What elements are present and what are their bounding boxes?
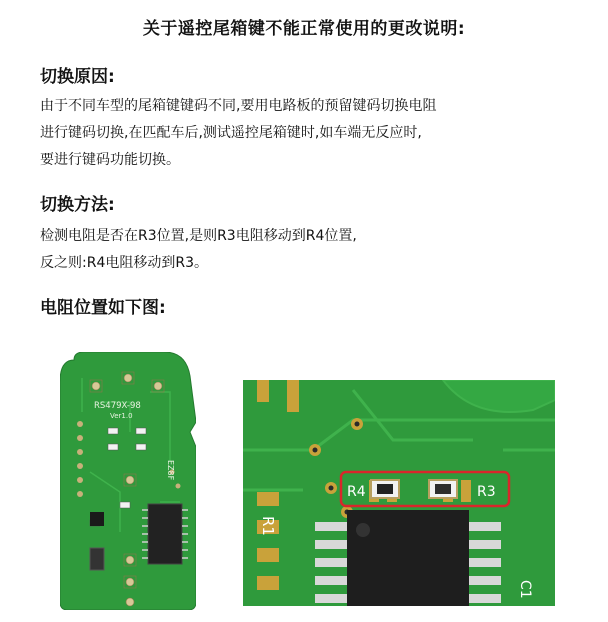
resistor-closeup-image <box>243 380 555 606</box>
board-code-label: EZ8F <box>166 460 175 481</box>
section-reason-text <box>40 93 436 174</box>
board-version-label: Ver1.0 <box>110 412 133 420</box>
reason-line-2: 进行键码切换,在匹配车后,测试遥控尾箱键时,如车端无反应时, <box>40 125 422 141</box>
reason-line-1: 由于不同车型的尾箱键键码不同,要用电路板的预留键码切换电阻 <box>40 98 437 114</box>
method-line-1: 检测电阻是否在R3位置,是则R3电阻移动到R4位置, <box>40 228 357 244</box>
board-model-label: RS479X-98 <box>94 401 141 411</box>
r4-label: R4 <box>347 484 366 500</box>
section-method-heading: 切换方法: <box>40 195 115 215</box>
c1-label: C1 <box>517 580 533 599</box>
method-line-2: 反之则:R4电阻移动到R3。 <box>40 255 208 271</box>
r3-label: R3 <box>477 484 496 500</box>
section-reason-heading: 切换原因: <box>40 67 115 87</box>
reason-line-3: 要进行键码功能切换。 <box>40 152 180 168</box>
r1-label: R1 <box>259 516 277 536</box>
section-location-heading: 电阻位置如下图: <box>40 298 166 318</box>
page-title: 关于遥控尾箱键不能正常使用的更改说明: <box>142 19 466 39</box>
section-method-text <box>40 223 357 277</box>
pcb-board-image <box>60 352 196 610</box>
